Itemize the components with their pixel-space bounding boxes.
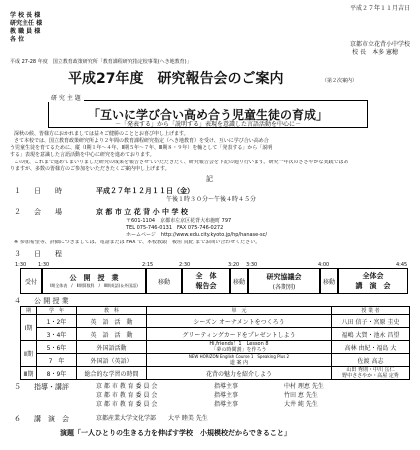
schedule-block-move: 移動 <box>320 268 338 294</box>
teacher-cell: 佐渡 高志 <box>332 354 410 367</box>
intro-line: りますが、多数の皆様方のご参加をいただきたくご案内申し上げます。 <box>10 166 170 172</box>
unit-cell: シーズン オーナメントをつくろう <box>147 315 332 328</box>
schedule-block-reception: 受付 <box>20 268 42 294</box>
sender-school: 京都市立花背小中学校 <box>349 41 410 48</box>
column-header: 学 年 <box>37 307 77 315</box>
recipient-all: 各 位 <box>10 36 25 43</box>
contact-note: ※ 参加希望等、詳細につきましては、電話または FAX で、本校教頭 板垣 真紀 までお問い合わせください。 <box>14 240 261 245</box>
lessons-table <box>20 306 410 380</box>
subject-cell: 総合的な学習の時間 <box>77 367 147 380</box>
time-tick: 3:20 <box>228 262 240 268</box>
venue-name: 京 都 市 立 花 背 小 中 学 校 <box>96 208 188 216</box>
advisor-org: 京 都 市 教 育 委 員 会 <box>96 383 158 390</box>
schedule-block-report: 全 体 報告会 <box>182 268 230 294</box>
period-cell: Ⅲ期 <box>21 367 37 380</box>
grade-cell: 1・2年 <box>37 315 77 328</box>
item-label-date: 日 時 <box>34 187 62 195</box>
schedule-block-discussion: 研究協議会 (各期別) <box>248 268 320 294</box>
subject-cell: 外国語活動 <box>77 341 147 354</box>
teacher-cell: 高林 由紀・福島 大 <box>332 341 410 354</box>
schedule-block-lecture: 全体会 講 演 会 <box>338 268 408 294</box>
venue-homepage[interactable]: ホームページ http://www.edu.city.kyoto.jp/hp/hanase-sc/ <box>126 232 268 238</box>
time-tick: 1:30 <box>15 262 27 268</box>
advisor-name: 竹田 恵 先生 <box>284 392 318 399</box>
advisor-role: 指導主事 <box>214 401 239 408</box>
advisor-role: 指導主事 <box>214 392 239 399</box>
advisor-role: 指導主事 <box>214 383 239 390</box>
table-row <box>21 328 410 341</box>
ki-heading: 記 <box>206 175 213 183</box>
document-date: 平成２７年１１月吉日 <box>349 5 410 12</box>
intro-line: この度、これまで進めてまいりました研究の成果を報告させていただきたく、研究報告会を下記の通り行います。研究一年次のささやかな実践ではあ <box>14 160 349 165</box>
item-label-venue: 会 場 <box>34 208 62 216</box>
table-row <box>21 341 410 354</box>
teacher-cell: 福嶋 大賀・池永 昌望 <box>332 328 410 341</box>
theme-main: 「互いに学び合い高め合う児童生徒の育成」 <box>87 108 328 122</box>
time-tick: 3:30 <box>246 262 258 268</box>
title-suffix: （第２次案内） <box>322 78 358 84</box>
item-number: ４ <box>14 297 21 305</box>
program-note: 平成 27-28 年度 国立教育政策研究所「教育課程研究指定校事業(へき地教育)」 <box>10 59 192 65</box>
page-title: 平成27年度 研究報告会のご案内 <box>68 71 284 87</box>
subject-cell: 英 語 活 動 <box>77 328 147 341</box>
table-row <box>21 367 410 380</box>
event-date: 平成２７年１２月１１日（金） <box>96 187 194 195</box>
theme-sub: －「発表する」から「説明する」表現を意識した言語活動を中心に－ <box>114 121 301 128</box>
advisor-name: 大井 純 先生 <box>284 401 318 408</box>
unit-cell: NEW HORIZON English Course 1 Speaking Plus 2 道 案 内 <box>147 354 332 367</box>
research-theme-box <box>48 95 368 128</box>
venue-address: 〒601-1104 京都市左京区花背大布施町 797 <box>126 218 232 224</box>
grade-cell: 3・4年 <box>37 328 77 341</box>
teacher-cell: 山田 秀則・中川 岳仁 野中ささやか・高屋 定秀 <box>332 367 410 380</box>
subject-cell: 英 語 活 動 <box>77 315 147 328</box>
column-header: 期 <box>21 307 37 315</box>
recipient-principal: 学 校 長 様 <box>10 12 41 19</box>
intro-line: う児童生徒を育てるために、縦（Ⅰ期１年～４年、Ⅱ期５年～７年、Ⅲ期８・９年）を軸として「発表する」から「説明 <box>10 145 273 151</box>
table-row <box>21 315 410 328</box>
lecture-speaker: 京都産業大学文化学部 大平 睦美 先生 <box>96 415 208 422</box>
theme-tag: 研 究 主 題 <box>48 93 84 102</box>
grade-cell: 5・6年 <box>37 341 77 354</box>
advisor-org: 京 都 市 教 育 委 員 会 <box>96 392 158 399</box>
intro-line: する」表現を意識した言語活動を中心に研究を進めております。 <box>10 152 155 158</box>
grade-cell: 8・9年 <box>37 367 77 380</box>
item-number: ５ <box>14 383 21 391</box>
table-header-row <box>21 307 410 315</box>
advisor-name: 中村 理恵 先生 <box>284 383 324 390</box>
time-tick: 4:00 <box>318 262 330 268</box>
intro-line: さて本校では、国立教育政策研究所より２年間の教育課程研究指定（へき地教育）を受け、互いに学び合い高め合 <box>14 138 269 144</box>
item-number: １ <box>14 187 21 195</box>
unit-cell: グリーティングカードをプレゼントしよう <box>147 328 332 341</box>
recipient-staff: 教 職 員 様 <box>10 28 41 35</box>
time-tick: 1:30 <box>38 262 50 268</box>
item-label-advisors: 指導・講評 <box>34 383 69 391</box>
time-tick: 2:30 <box>179 262 191 268</box>
unit-cell: Hi,friends！1 Lesson 8 「夢の時間割」を作ろう <box>147 341 332 354</box>
recipient-research-lead: 研究主任 様 <box>10 20 43 27</box>
intro-line: 深秋の候、皆様方におかれましては益々ご健勝のこととお喜び申し上げます。 <box>14 131 189 137</box>
lecture-topic: 演題「一人ひとりの生きる力を伸ばす学校 小規模校だからできること」 <box>60 429 291 437</box>
venue-phone: TEL 075-746-0131 FAX 075-746-0272 <box>126 225 224 231</box>
teacher-cell: 八田 信子・宮原 圭史 <box>332 315 410 328</box>
time-tick: 4:45 <box>396 262 408 268</box>
item-number: ２ <box>14 208 21 216</box>
schedule-block-move: 移動 <box>146 268 182 294</box>
item-label-lessons: 公 開 授 業 <box>34 297 69 305</box>
period-cell: Ⅰ期 <box>21 315 37 341</box>
unit-cell: 花背の魅力を紹介しよう <box>147 367 332 380</box>
grade-cell: 7 年 <box>37 354 77 367</box>
subject-cell: 外国語（英語） <box>77 354 147 367</box>
schedule-block-move: 移動 <box>230 268 248 294</box>
period-cell: Ⅱ期 <box>21 341 37 367</box>
item-label-lecture: 講 演 会 <box>34 415 69 423</box>
advisor-org: 京 都 市 教 育 委 員 会 <box>96 401 158 408</box>
item-label-schedule: 日 程 <box>34 250 62 258</box>
time-tick: 2:15 <box>142 262 154 268</box>
column-header: 授 業 者 <box>332 307 410 315</box>
table-row <box>21 354 410 367</box>
sender-principal: 校 長 本多 憲穂 <box>352 49 398 56</box>
item-number: ６ <box>14 415 21 423</box>
event-time: 午後１時３０分～午後４時４５分 <box>166 196 257 203</box>
schedule-block-open-lessons: 公 開 授 業 Ⅰ期全体表 / Ⅱ期算数科 / Ⅲ期英語(＆外国語) <box>42 268 146 294</box>
column-header: 単 元 <box>147 307 332 315</box>
column-header: 教 科 <box>77 307 147 315</box>
item-number: ３ <box>14 250 21 258</box>
